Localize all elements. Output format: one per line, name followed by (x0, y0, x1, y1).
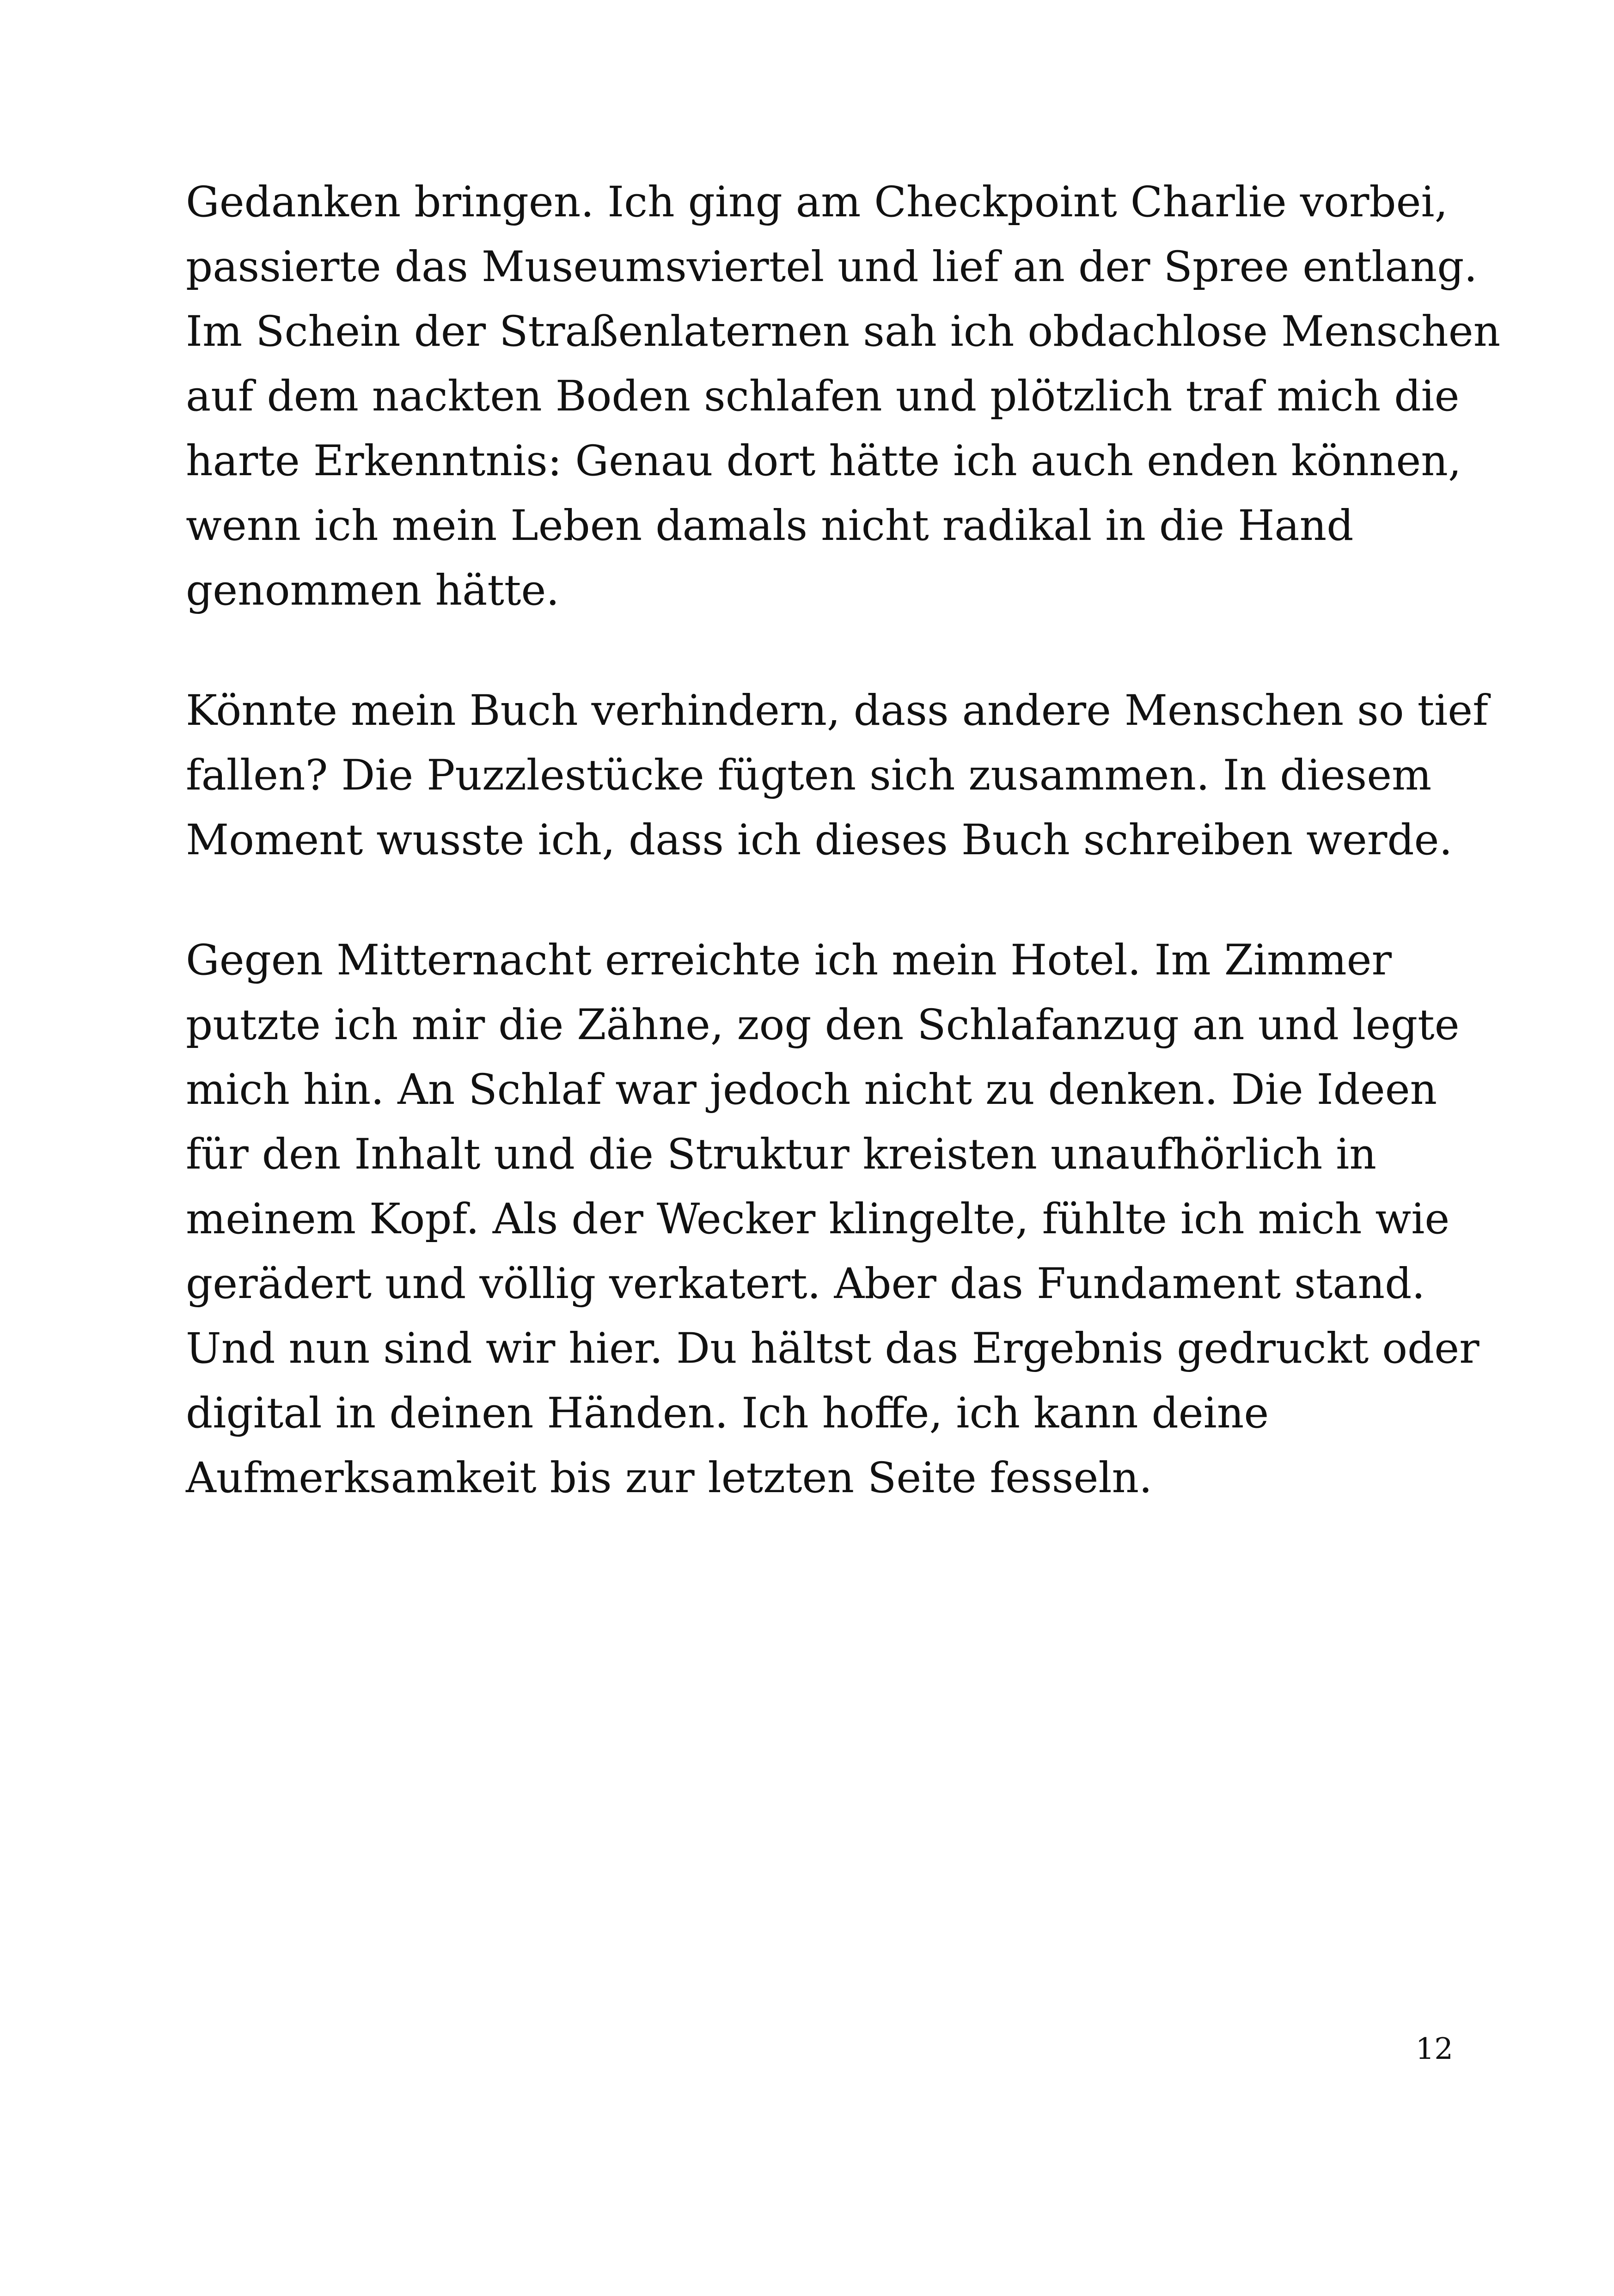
text-line: für den Inhalt und die Struktur kreisten unaufhörlich in (186, 1130, 1376, 1179)
text-line: harte Erkenntnis: Genau dort hätte ich auch enden können, (186, 437, 1461, 485)
text-line: fallen? Die Puzzlestücke fügten sich zusammen. In diesem (186, 751, 1432, 800)
text-line: Im Schein der Straßenlaternen sah ich obdachlose Menschen (186, 307, 1501, 356)
text-line: Gedanken bringen. Ich ging am Checkpoint Charlie vorbei, (186, 178, 1448, 227)
text-line: Aufmerksamkeit bis zur letzten Seite fesseln. (186, 1454, 1153, 1502)
text-line: Moment wusste ich, dass ich dieses Buch schreiben werde. (186, 816, 1453, 864)
text-line: genommen hätte. (186, 566, 560, 615)
text-line: auf dem nackten Boden schlafen und plötzlich traf mich die (186, 372, 1460, 421)
text-line: Und nun sind wir hier. Du hältst das Ergebnis gedruckt oder (186, 1324, 1480, 1373)
text-line: Könnte mein Buch verhindern, dass andere Menschen so tief (186, 686, 1488, 735)
paragraph-3 (186, 928, 1480, 1511)
text-line: mich hin. An Schlaf war jedoch nicht zu denken. Die Ideen (186, 1065, 1437, 1114)
body-text (186, 170, 1501, 1566)
text-line: digital in deinen Händen. Ich hoffe, ich kann deine (186, 1389, 1269, 1438)
paragraph-1 (186, 170, 1501, 623)
text-line: wenn ich mein Leben damals nicht radikal in die Hand (186, 502, 1354, 550)
text-line: putzte ich mir die Zähne, zog den Schlafanzug an und legte (186, 1001, 1460, 1049)
text-line: Gegen Mitternacht erreichte ich mein Hotel. Im Zimmer (186, 936, 1392, 985)
page-number: 12 (1415, 2032, 1453, 2066)
paragraph-2 (186, 679, 1488, 873)
text-line: passierte das Museumsviertel und lief an der Spree entlang. (186, 243, 1478, 291)
text-line: gerädert und völlig verkatert. Aber das Fundament stand. (186, 1260, 1425, 1308)
text-line: meinem Kopf. Als der Wecker klingelte, fühlte ich mich wie (186, 1195, 1450, 1243)
